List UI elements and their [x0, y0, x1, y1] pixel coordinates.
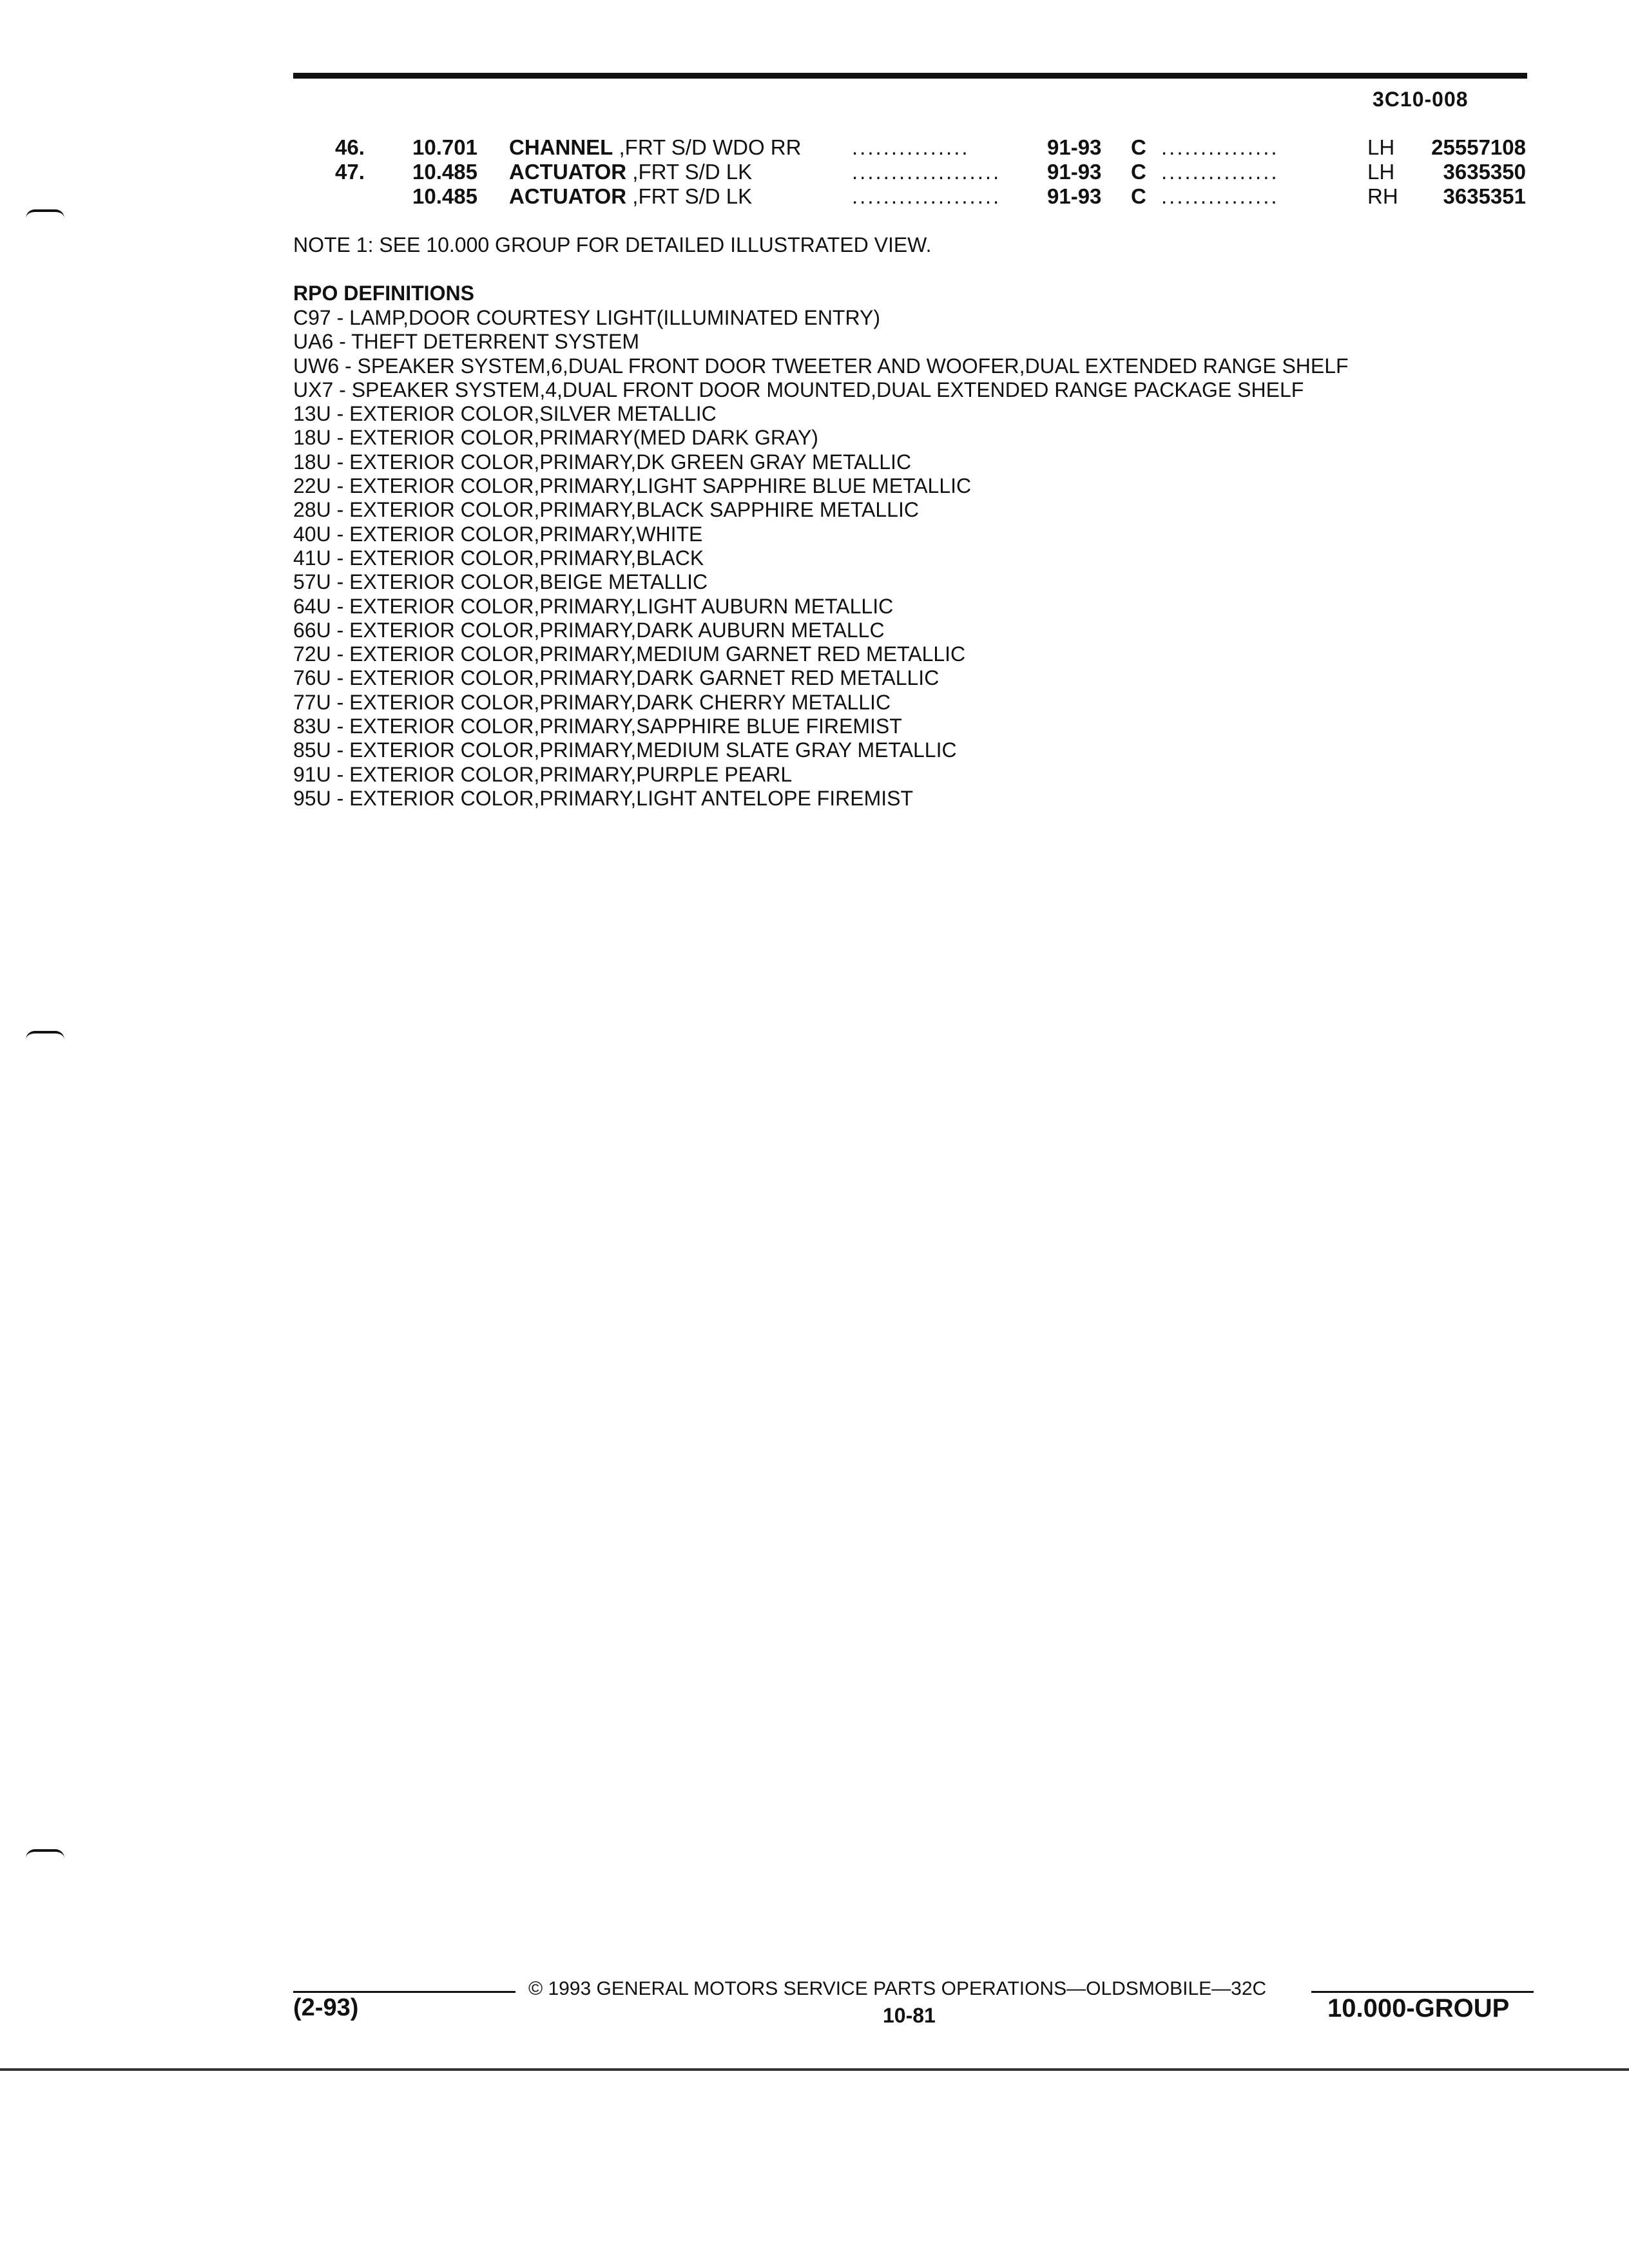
- part-row: [0, 135, 1629, 161]
- binding-mark: [26, 1031, 64, 1040]
- page-number: 10-81: [883, 2004, 936, 2027]
- part-name: [509, 160, 752, 184]
- item-number: 46.: [335, 135, 365, 159]
- body-code: C: [1131, 184, 1146, 208]
- leader-dots: ...................: [852, 160, 1001, 184]
- rpo-definition: 91U - EXTERIOR COLOR,PRIMARY,PURPLE PEARL: [293, 762, 793, 786]
- part-name-text: ACTUATOR: [509, 184, 627, 208]
- rpo-definition: 13U - EXTERIOR COLOR,SILVER METALLIC: [293, 402, 717, 426]
- rpo-definition: 95U - EXTERIOR COLOR,PRIMARY,LIGHT ANTELOPE FIREMIST: [293, 786, 913, 810]
- rpo-definition: 57U - EXTERIOR COLOR,BEIGE METALLIC: [293, 570, 708, 594]
- bottom-rule: [0, 2068, 1629, 2071]
- footer-group: 10.000-GROUP: [1327, 1994, 1510, 2023]
- part-name: [509, 184, 752, 209]
- item-number: 47.: [335, 160, 365, 184]
- footer-rule-right: [1311, 1991, 1534, 1993]
- part-row: [0, 184, 1629, 210]
- page-code: 3C10-008: [1373, 88, 1469, 111]
- rpo-definition: 28U - EXTERIOR COLOR,PRIMARY,BLACK SAPPHIRE METALLIC: [293, 498, 919, 522]
- footer-copyright: © 1993 GENERAL MOTORS SERVICE PARTS OPERATIONS—OLDSMOBILE—32C: [528, 1978, 1267, 1999]
- rpo-definition: 72U - EXTERIOR COLOR,PRIMARY,MEDIUM GARNET RED METALLIC: [293, 642, 966, 666]
- side: LH: [1367, 160, 1395, 184]
- rpo-definition: 83U - EXTERIOR COLOR,PRIMARY,SAPPHIRE BLUE FIREMIST: [293, 715, 902, 738]
- part-name-text: CHANNEL: [509, 135, 613, 159]
- note: NOTE 1: SEE 10.000 GROUP FOR DETAILED ILLUSTRATED VIEW.: [293, 233, 932, 256]
- rpo-definition: 41U - EXTERIOR COLOR,PRIMARY,BLACK: [293, 546, 704, 570]
- rpo-definition: C97 - LAMP,DOOR COURTESY LIGHT(ILLUMINATED ENTRY): [293, 306, 880, 329]
- rpo-definition: UX7 - SPEAKER SYSTEM,4,DUAL FRONT DOOR MOUNTED,DUAL EXTENDED RANGE PACKAGE SHELF: [293, 378, 1304, 401]
- rpo-definition: 85U - EXTERIOR COLOR,PRIMARY,MEDIUM SLATE GRAY METALLIC: [293, 738, 957, 762]
- part-number: 3635350: [1443, 160, 1526, 184]
- leader-dots: ...............: [852, 135, 970, 159]
- part-description: ,FRT S/D WDO RR: [613, 135, 802, 159]
- footer-date: (2-93): [293, 1994, 359, 2021]
- binding-mark: [26, 1849, 64, 1858]
- part-name: [509, 135, 801, 160]
- leader-dots: ...............: [1161, 160, 1279, 184]
- rpo-definition: 66U - EXTERIOR COLOR,PRIMARY,DARK AUBURN METALLC: [293, 618, 885, 642]
- rpo-definition: 40U - EXTERIOR COLOR,PRIMARY,WHITE: [293, 522, 703, 546]
- footer-rule-left: [293, 1991, 516, 1993]
- body-code: C: [1131, 160, 1146, 184]
- side: LH: [1367, 135, 1395, 159]
- leader-dots: ...................: [852, 184, 1001, 208]
- part-row: [0, 160, 1629, 186]
- part-description: ,FRT S/D LK: [626, 160, 753, 184]
- leader-dots: ...............: [1161, 184, 1279, 208]
- group-number: 10.485: [412, 184, 477, 208]
- top-rule: [293, 73, 1527, 79]
- group-number: 10.485: [412, 160, 477, 184]
- rpo-definition: UA6 - THEFT DETERRENT SYSTEM: [293, 330, 639, 354]
- rpo-definition: 22U - EXTERIOR COLOR,PRIMARY,LIGHT SAPPHIRE BLUE METALLIC: [293, 474, 972, 498]
- part-name-text: ACTUATOR: [509, 160, 627, 184]
- part-number: 3635351: [1443, 184, 1526, 208]
- part-number: 25557108: [1431, 135, 1526, 159]
- rpo-definitions-title: RPO DEFINITIONS: [293, 282, 474, 305]
- group-number: 10.701: [412, 135, 477, 159]
- rpo-definition: 76U - EXTERIOR COLOR,PRIMARY,DARK GARNET RED METALLIC: [293, 666, 940, 690]
- binding-mark: [26, 209, 64, 218]
- model-years: 91-93: [1047, 184, 1102, 208]
- rpo-definitions-list: [293, 306, 1349, 811]
- rpo-definition: 18U - EXTERIOR COLOR,PRIMARY(MED DARK GRAY): [293, 426, 818, 450]
- rpo-definition: 18U - EXTERIOR COLOR,PRIMARY,DK GREEN GRAY METALLIC: [293, 450, 912, 474]
- part-description: ,FRT S/D LK: [626, 184, 753, 208]
- model-years: 91-93: [1047, 160, 1102, 184]
- rpo-definition: 64U - EXTERIOR COLOR,PRIMARY,LIGHT AUBURN METALLIC: [293, 594, 894, 618]
- side: RH: [1367, 184, 1398, 208]
- leader-dots: ...............: [1161, 135, 1279, 159]
- rpo-definition: 77U - EXTERIOR COLOR,PRIMARY,DARK CHERRY METALLIC: [293, 690, 891, 714]
- body-code: C: [1131, 135, 1146, 159]
- model-years: 91-93: [1047, 135, 1102, 159]
- rpo-definition: UW6 - SPEAKER SYSTEM,6,DUAL FRONT DOOR TWEETER AND WOOFER,DUAL EXTENDED RANGE SHELF: [293, 354, 1349, 378]
